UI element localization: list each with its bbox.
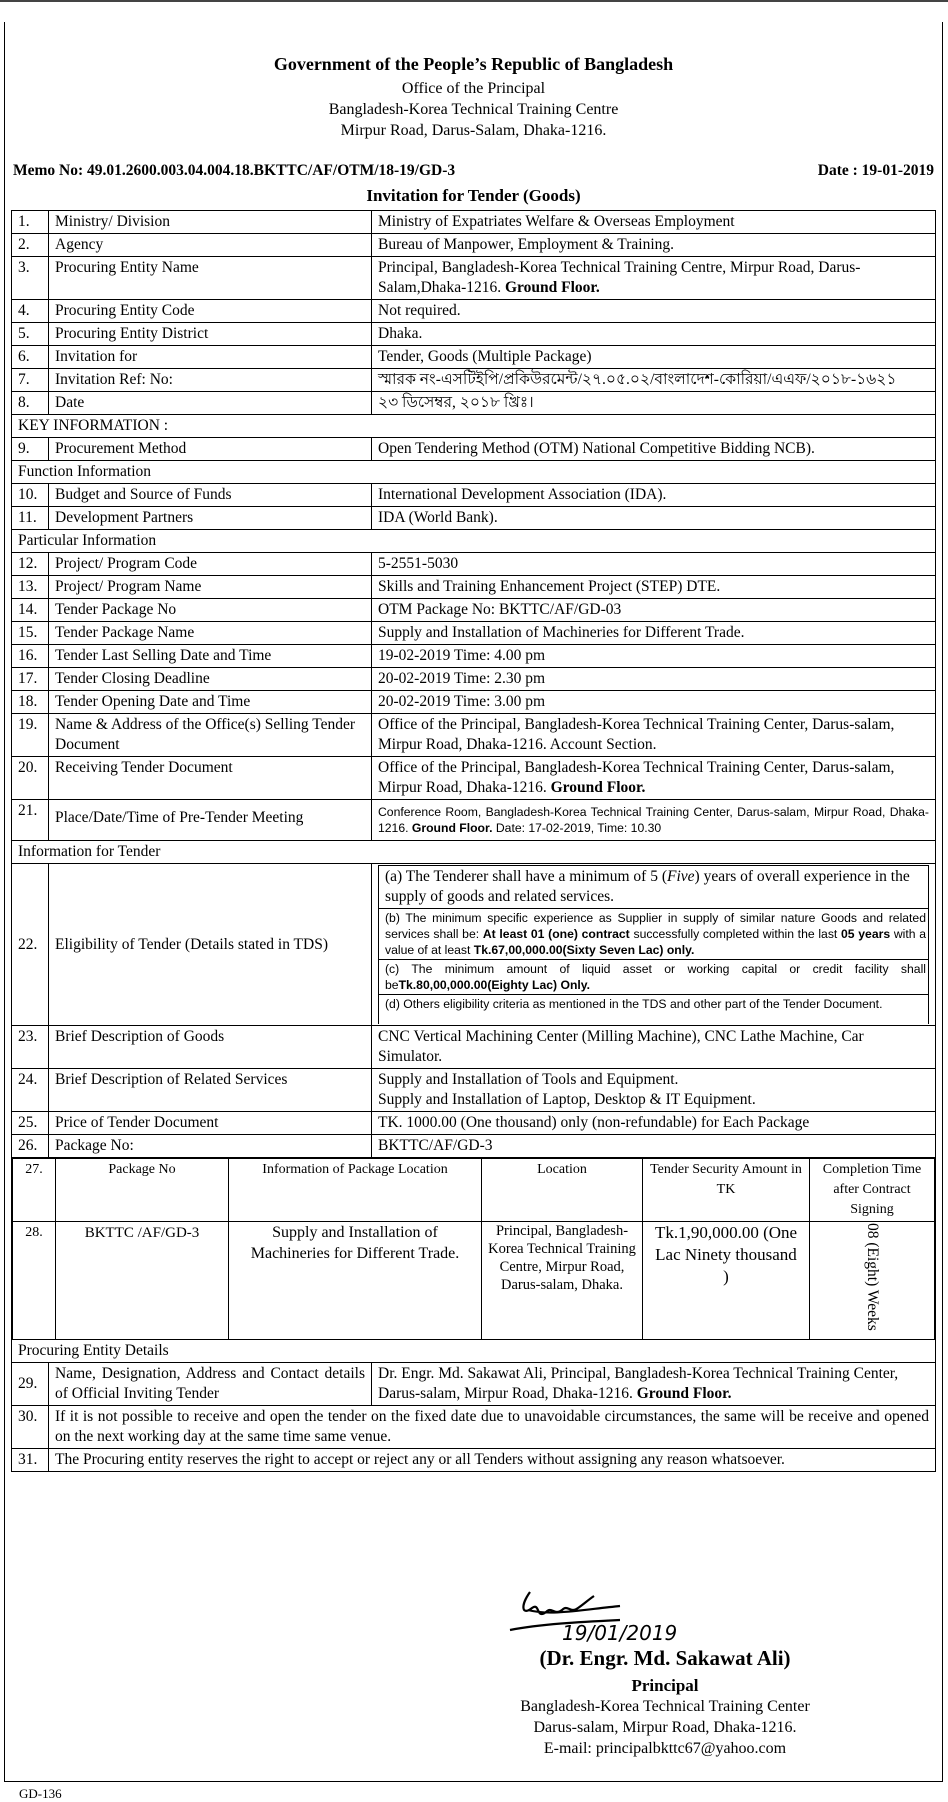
table-row: 3. Procuring Entity Name Principal, Bangladesh-Korea Technical Training Centre, Mirpur Road, Darus-Salam,Dhaka-1216. Ground Floor. bbox=[12, 257, 936, 300]
signature-scribble-icon bbox=[470, 1586, 678, 1648]
signatory-address: Darus-salam, Mirpur Road, Dhaka-1216. bbox=[533, 1719, 797, 1736]
government-heading: Government of the People’s Republic of Bangladesh bbox=[273, 54, 674, 74]
section-row: Particular Information bbox=[12, 530, 936, 553]
table-row: 11. Development Partners IDA (World Bank). bbox=[12, 507, 936, 530]
signatory-email: E-mail: principalbkttc67@yahoo.com bbox=[543, 1740, 787, 1757]
signatory-name: (Dr. Engr. Md. Sakawat Ali) bbox=[539, 1646, 791, 1670]
table-row: 8. Date ২৩ ডিসেম্বর, ২০১৮ খ্রিঃ। bbox=[12, 392, 936, 415]
office-line: Office of the Principal bbox=[401, 80, 546, 97]
section-row: Procuring Entity Details bbox=[12, 1339, 936, 1362]
memo-date: Date : 19-01-2019 bbox=[817, 162, 934, 179]
centre-line: Bangladesh-Korea Technical Training Centre bbox=[328, 101, 619, 118]
top-rule bbox=[0, 0, 948, 2]
table-row: 4. Procuring Entity Code Not required. bbox=[12, 300, 936, 323]
table-row: 19. Name & Address of the Office(s) Selling Tender Document Office of the Principal, Bangladesh-Korea Technical Training Center, Darus-salam, Mirpur Road, Dhaka-1216. Account Section. bbox=[12, 714, 936, 757]
tender-table bbox=[11, 210, 936, 1472]
section-row: Function Information bbox=[12, 461, 936, 484]
footer-code: GD-136 bbox=[19, 1786, 62, 1801]
table-row: 30. If it is not possible to receive and open the tender on the fixed date due to unavoidable circumstances, the same will be receive and opened on the next working day at the same time same venue. bbox=[12, 1405, 936, 1448]
signature-date: 19/01/2019 bbox=[562, 1621, 678, 1645]
package-header: 27. Package No Information of Package Location Location Tender Security Amount in TK Completion Time after Contract Signing bbox=[13, 1159, 935, 1222]
table-row: 29. Name, Designation, Address and Contact details of Official Inviting Tender Dr. Engr. Md. Sakawat Ali, Principal, Bangladesh-Korea Technical Training Center, Darus-salam, Mirpur Road, Dhaka-1216. Ground Floor. bbox=[12, 1362, 936, 1405]
table-row: 26. Package No: BKTTC/AF/GD-3 bbox=[12, 1135, 936, 1158]
package-table-row bbox=[12, 1158, 936, 1340]
memo-line bbox=[13, 162, 934, 180]
table-row: 21. Place/Date/Time of Pre-Tender Meeting Conference Room, Bangladesh-Korea Technical Training Center, Darus-salam, Mirpur Road, Dhaka-1216. Ground Floor. Date: 17-02-2019, Time: 10.30 bbox=[12, 800, 936, 841]
signatory-designation: Principal bbox=[631, 1676, 699, 1695]
table-row: 20. Receiving Tender Document Office of the Principal, Bangladesh-Korea Technical Training Center, Darus-salam, Mirpur Road, Dhaka-1216. Ground Floor. bbox=[12, 757, 936, 800]
table-row: 6. Invitation for Tender, Goods (Multiple Package) bbox=[12, 346, 936, 369]
eligibility-d: (d) Others eligibility criteria as mentioned in the TDS and other part of the Tender Document. bbox=[379, 995, 929, 1025]
package-row: 28. BKTTC /AF/GD-3 Supply and Installation of Machineries for Different Trade. Principal, Bangladesh-Korea Technical Training Centre, Mirpur Road, Darus-salam, Dhaka. Tk.1,90,000.00 (One Lac Ninety thousand ) 08 (Eight) Weeks bbox=[13, 1222, 935, 1339]
table-row: 18. Tender Opening Date and Time 20-02-2019 Time: 3.00 pm bbox=[12, 691, 936, 714]
table-row: 13. Project/ Program Name Skills and Training Enhancement Project (STEP) DTE. bbox=[12, 576, 936, 599]
page-title: Invitation for Tender (Goods) bbox=[366, 186, 581, 205]
section-row: Information for Tender bbox=[12, 841, 936, 864]
table-row: 15. Tender Package Name Supply and Installation of Machineries for Different Trade. bbox=[12, 622, 936, 645]
table-row: 2. Agency Bureau of Manpower, Employment & Training. bbox=[12, 234, 936, 257]
memo-number: Memo No: 49.01.2600.003.04.004.18.BKTTC/AF/OTM/18-19/GD-3 bbox=[13, 162, 456, 179]
table-row: 16. Tender Last Selling Date and Time 19-02-2019 Time: 4.00 pm bbox=[12, 645, 936, 668]
table-row: 14. Tender Package No OTM Package No: BKTTC/AF/GD-03 bbox=[12, 599, 936, 622]
table-row: 22. Eligibility of Tender (Details stated in TDS) (a) The Tenderer shall have a minimum of 5 (Five) years of overall experience in the supply of goods and related services. (b) The minimum specific experience as Supplier in supply of similar nature Goods and related services shall be: At least 01 (one) contract successfully completed within the last 05 years with a value of at least Tk.67,00,000.00(Sixty Seven Lac) only. (c) The minimum amount of liquid asset or working capital or credit facility shall beTk.80,00,000.00(Eighty Lac) Only. (d) Others eligibility criteria as mentioned in the TDS and other part of the Tender Document. bbox=[12, 864, 936, 1026]
package-table bbox=[12, 1158, 935, 1339]
signature-block bbox=[445, 1582, 885, 1759]
table-row: 25. Price of Tender Document TK. 1000.00 (One thousand) only (non-refundable) for Each Package bbox=[12, 1112, 936, 1135]
table-row: 5. Procuring Entity District Dhaka. bbox=[12, 323, 936, 346]
section-row: KEY INFORMATION : bbox=[12, 415, 936, 438]
table-row: 23. Brief Description of Goods CNC Vertical Machining Center (Milling Machine), CNC Lathe Machine, Car Simulator. bbox=[12, 1026, 936, 1069]
eligibility-list bbox=[378, 865, 929, 1024]
table-row: 7. Invitation Ref: No: স্মারক নং-এসটিইপি/প্রকিউরমেন্ট/২৭.০৫.০২/বাংলাদেশ-কোরিয়া/এএফ/২০১৮-১৬২১ bbox=[12, 369, 936, 392]
table-row: 17. Tender Closing Deadline 20-02-2019 Time: 2.30 pm bbox=[12, 668, 936, 691]
eligibility-c: (c) The minimum amount of liquid asset or working capital or credit facility shall beTk.80,00,000.00(Eighty Lac) Only. bbox=[379, 960, 929, 995]
table-row: 31. The Procuring entity reserves the right to accept or reject any or all Tenders without assigning any reason whatsoever. bbox=[12, 1448, 936, 1471]
table-row: 12. Project/ Program Code 5-2551-5030 bbox=[12, 553, 936, 576]
eligibility-b: (b) The minimum specific experience as Supplier in supply of similar nature Goods and related services shall be: At least 01 (one) contract successfully completed within the last 05 years with a value of at least Tk.67,00,000.00(Sixty Seven Lac) only. bbox=[379, 909, 929, 960]
address-line: Mirpur Road, Darus-Salam, Dhaka-1216. bbox=[340, 122, 607, 139]
tender-notice bbox=[4, 22, 943, 1801]
table-row: 10. Budget and Source of Funds International Development Association (IDA). bbox=[12, 484, 936, 507]
signatory-org: Bangladesh-Korea Technical Training Center bbox=[520, 1698, 810, 1715]
table-row: 9. Procurement Method Open Tendering Method (OTM) National Competitive Bidding NCB). bbox=[12, 438, 936, 461]
table-row: 24. Brief Description of Related Services Supply and Installation of Tools and Equipment. Supply and Installation of Laptop, Desktop & IT Equipment. bbox=[12, 1069, 936, 1112]
eligibility-a: (a) The Tenderer shall have a minimum of 5 (Five) years of overall experience in the supply of goods and related services. bbox=[379, 866, 929, 909]
table-row: 1. Ministry/ Division Ministry of Expatriates Welfare & Overseas Employment bbox=[12, 211, 936, 234]
completion-time: 08 (Eight) Weeks bbox=[864, 1223, 881, 1331]
